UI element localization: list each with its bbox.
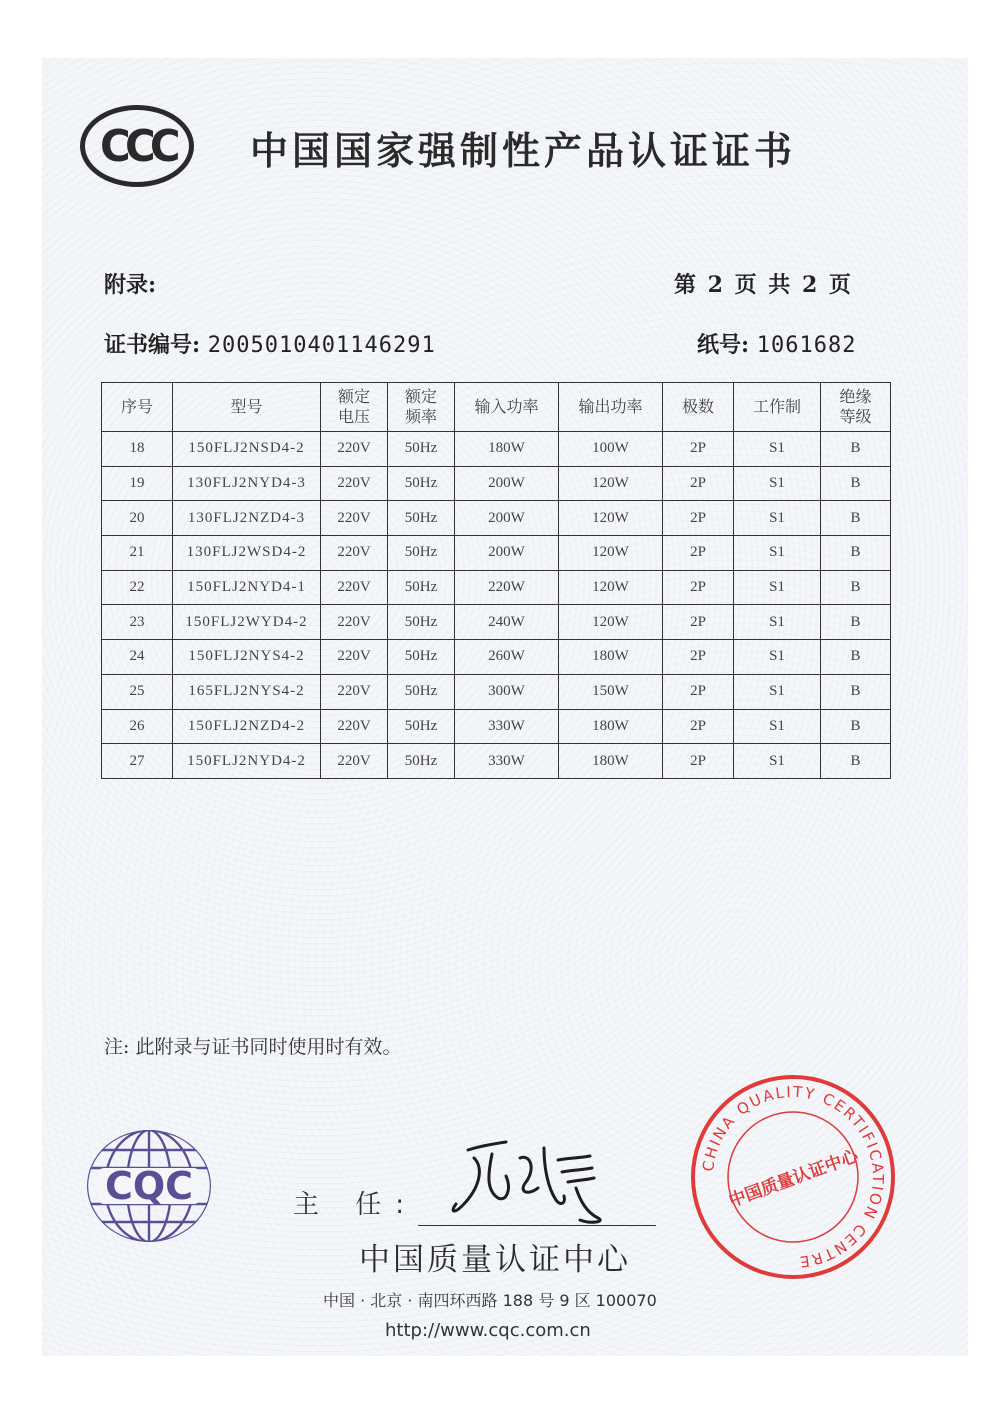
table-cell: 260W (455, 640, 559, 675)
table-row (102, 570, 891, 605)
table-cell: 24 (102, 640, 173, 675)
table-cell: 120W (559, 605, 663, 640)
ccc-logo (80, 105, 194, 187)
table-cell: 18 (102, 432, 173, 467)
table-cell: S1 (734, 744, 821, 779)
table-cell: 220V (321, 674, 388, 709)
table-row (102, 432, 891, 467)
table-cell: 150FLJ2NSD4-2 (173, 432, 321, 467)
table-cell: 165FLJ2NYS4-2 (173, 674, 321, 709)
certificate-number (104, 328, 436, 359)
cqc-red-seal (688, 1072, 898, 1282)
table-cell: 240W (455, 605, 559, 640)
table-cell: B (821, 501, 891, 536)
seal-inner-text: 中国质量认证中心 (726, 1146, 862, 1212)
cqc-logo (84, 1128, 214, 1244)
table-cell: 180W (455, 432, 559, 467)
organization-address: 中国 · 北京 · 南四环西路 188 号 9 区 100070 (323, 1291, 657, 1310)
table-cell: 200W (455, 536, 559, 571)
table-header-row (102, 383, 891, 432)
table-cell: S1 (734, 466, 821, 501)
table-cell: B (821, 674, 891, 709)
cqc-logo-text: CQC (104, 1164, 194, 1208)
table-cell: 130FLJ2NYD4-3 (173, 466, 321, 501)
table-cell: B (821, 466, 891, 501)
table-cell: 150FLJ2NYD4-1 (173, 570, 321, 605)
table-cell: 200W (455, 466, 559, 501)
table-cell: B (821, 432, 891, 467)
table-cell: 150FLJ2NZD4-2 (173, 709, 321, 744)
table-cell: B (821, 536, 891, 571)
table-cell: 2P (663, 570, 734, 605)
table-cell: 200W (455, 501, 559, 536)
table-cell: S1 (734, 674, 821, 709)
table-cell: 21 (102, 536, 173, 571)
table-row (102, 640, 891, 675)
column-header: 额定 频率 (388, 383, 455, 432)
table-cell: 2P (663, 744, 734, 779)
table-cell: 220V (321, 536, 388, 571)
table-cell: 2P (663, 640, 734, 675)
table-cell: 100W (559, 432, 663, 467)
table-cell: 27 (102, 744, 173, 779)
table-cell: 220W (455, 570, 559, 605)
table-cell: 220V (321, 501, 388, 536)
page-info: 第 2 页 共 2 页 (674, 272, 853, 298)
table-cell: 50Hz (388, 709, 455, 744)
table-cell: B (821, 640, 891, 675)
table-row (102, 744, 891, 779)
table-cell: 130FLJ2WSD4-2 (173, 536, 321, 571)
column-header: 输入功率 (455, 383, 559, 432)
table-cell: 220V (321, 466, 388, 501)
table-cell: 2P (663, 709, 734, 744)
table-cell: 50Hz (388, 674, 455, 709)
table-cell: 180W (559, 709, 663, 744)
table-cell: 22 (102, 570, 173, 605)
organization-url: http://www.cqc.com.cn (385, 1320, 591, 1341)
table-row (102, 709, 891, 744)
validity-note: 注: 此附录与证书同时使用时有效。 (104, 1036, 402, 1058)
table-cell: B (821, 605, 891, 640)
table-cell: 130FLJ2NZD4-3 (173, 501, 321, 536)
table-cell: 50Hz (388, 432, 455, 467)
table-cell: 26 (102, 709, 173, 744)
table-cell: 220V (321, 640, 388, 675)
table-cell: B (821, 744, 891, 779)
table-cell: 150FLJ2WYD4-2 (173, 605, 321, 640)
table-cell: S1 (734, 501, 821, 536)
table-cell: 120W (559, 570, 663, 605)
table-cell: 2P (663, 466, 734, 501)
table-row (102, 605, 891, 640)
table-cell: 2P (663, 605, 734, 640)
table-cell: 120W (559, 501, 663, 536)
table-cell: 330W (455, 709, 559, 744)
column-header: 工作制 (734, 383, 821, 432)
table-cell: 2P (663, 536, 734, 571)
table-cell: S1 (734, 570, 821, 605)
table-cell: 150W (559, 674, 663, 709)
column-header: 额定 电压 (321, 383, 388, 432)
table-cell: S1 (734, 709, 821, 744)
table-cell: 23 (102, 605, 173, 640)
paper-number-value: 1061682 (756, 333, 857, 358)
table-row (102, 466, 891, 501)
table-cell: B (821, 570, 891, 605)
table-cell: 330W (455, 744, 559, 779)
ccc-logo-text: CCC (99, 120, 175, 172)
table-cell: S1 (734, 432, 821, 467)
certificate-number-label: 证书编号: (104, 332, 201, 358)
signature-line (418, 1225, 656, 1226)
table-cell: S1 (734, 640, 821, 675)
table-cell: 2P (663, 501, 734, 536)
table-cell: 2P (663, 674, 734, 709)
table-cell: 220V (321, 570, 388, 605)
table-cell: 220V (321, 432, 388, 467)
paper-number-label: 纸号: (697, 332, 750, 358)
product-table (101, 382, 890, 779)
seal-outer-text: CHINA QUALITY CERTIFICATION CENTRE (699, 1082, 888, 1271)
table-cell: 2P (663, 432, 734, 467)
column-header: 极数 (663, 383, 734, 432)
table-cell: S1 (734, 605, 821, 640)
appendix-label: 附录: (104, 272, 157, 298)
column-header: 序号 (102, 383, 173, 432)
table-cell: 50Hz (388, 536, 455, 571)
table-cell: 50Hz (388, 570, 455, 605)
table-row (102, 536, 891, 571)
table-cell: 50Hz (388, 501, 455, 536)
table-cell: 50Hz (388, 605, 455, 640)
table-row (102, 501, 891, 536)
table-cell: 220V (321, 605, 388, 640)
director-label: 主 任: (293, 1190, 419, 1220)
organization-name: 中国质量认证中心 (359, 1242, 631, 1278)
table-cell: 19 (102, 466, 173, 501)
table-cell: 150FLJ2NYS4-2 (173, 640, 321, 675)
table-cell: 220V (321, 744, 388, 779)
table-cell: 300W (455, 674, 559, 709)
column-header: 绝缘 等级 (821, 383, 891, 432)
table-cell: 50Hz (388, 466, 455, 501)
table-cell: 150FLJ2NYD4-2 (173, 744, 321, 779)
table-cell: 20 (102, 501, 173, 536)
table-cell: 50Hz (388, 744, 455, 779)
director-signature (440, 1128, 620, 1228)
table-cell: 25 (102, 674, 173, 709)
certificate-number-value: 2005010401146291 (207, 333, 436, 358)
table-cell: 180W (559, 640, 663, 675)
table-cell: 120W (559, 536, 663, 571)
table-cell: 120W (559, 466, 663, 501)
table-cell: 180W (559, 744, 663, 779)
table-cell: B (821, 709, 891, 744)
table-cell: S1 (734, 536, 821, 571)
paper-number (697, 328, 857, 359)
column-header: 型号 (173, 383, 321, 432)
table-row (102, 674, 891, 709)
table-body (102, 432, 891, 779)
page-title: 中国国家强制性产品认证证书 (250, 129, 797, 173)
column-header: 输出功率 (559, 383, 663, 432)
table-cell: 50Hz (388, 640, 455, 675)
table-cell: 220V (321, 709, 388, 744)
